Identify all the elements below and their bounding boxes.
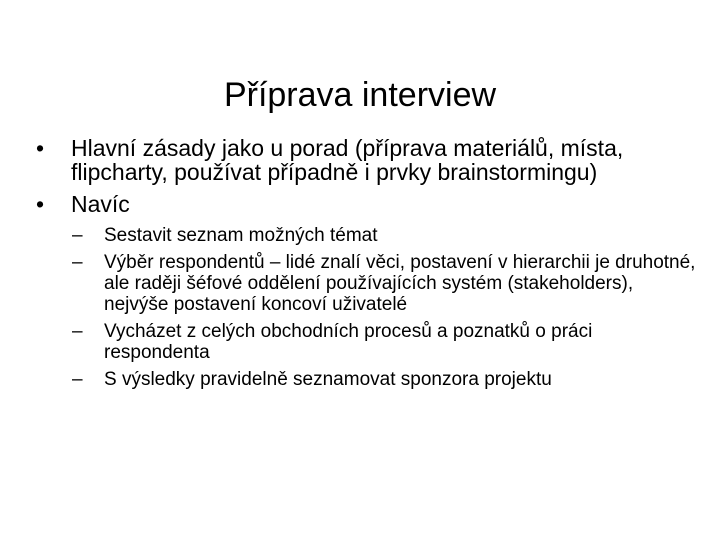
sub-bullet-marker: –	[72, 321, 83, 342]
slide-title: Příprava interview	[223, 76, 497, 114]
sub-bullet-text: Sestavit seznam možných témat	[104, 225, 378, 246]
sub-bullet-item	[72, 252, 696, 315]
sub-bullet-item	[72, 321, 696, 363]
sub-bullet-list	[36, 225, 696, 390]
bullet-text: Navíc	[71, 191, 130, 217]
sub-bullet-text: Vycházet z celých obchodních procesů a poznatků o práci respondenta	[104, 321, 593, 363]
slide-body	[36, 136, 696, 396]
sub-bullet-text: Výběr respondentů – lidé znalí věci, postavení v hierarchii je druhotné, ale raději šéfové oddělení používajících systém (stakeholders), nejvýše postavení koncoví uživatelé	[104, 252, 696, 315]
bullet-text: Hlavní zásady jako u porad (příprava materiálů, místa, flipcharty, používat případně i prvky brainstormingu)	[71, 135, 624, 185]
sub-bullet-item	[72, 369, 696, 390]
sub-bullet-marker: –	[72, 369, 83, 390]
sub-bullet-marker: –	[72, 252, 83, 273]
sub-bullet-item	[72, 225, 696, 246]
bullet-item	[36, 136, 696, 184]
bullet-marker: •	[36, 135, 45, 161]
sub-bullet-text: S výsledky pravidelně seznamovat sponzora projektu	[104, 369, 552, 390]
bullet-item	[36, 192, 696, 216]
sub-bullet-marker: –	[72, 225, 83, 246]
bullet-marker: •	[36, 191, 45, 217]
